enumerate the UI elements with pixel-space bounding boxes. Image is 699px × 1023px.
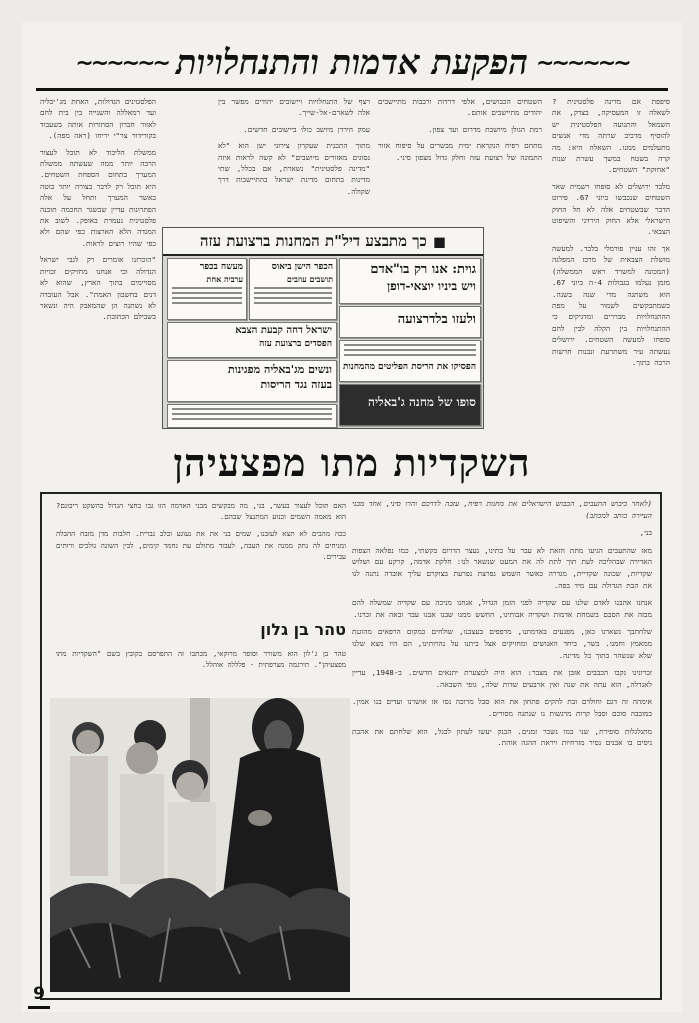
article1-column-1 [552,96,670,426]
clipping-subhead: הפסדים ברצועת עזה [259,339,332,349]
article1-headline: הפקעת אדמות והתנחלויות [175,43,529,83]
paragraph: השטחים הכבושים, אלפי דרדות ורבבות מתיישבים יהודים מתיישבים אותם. [378,97,542,118]
paragraph: מלבד ירושלים לא סופחו רשמית שאר השטחים שנכבשו ביוני 67. פירוט הדבר שבשטחים אלה לא חל החוק הישראלי אלא החוק הירדני והשיפוט הצבאי. [552,181,670,237]
clipping-subhead: בעזה נגד הריסות [260,378,332,391]
wave-ornament-right: ~~~~~~ [536,50,629,76]
clipping-subhead: ערביה אחת [206,274,243,284]
refugee-family-photo [50,698,350,992]
clipping-body-lines [250,287,336,304]
news-clipping [167,322,337,358]
article1-column-3 [218,96,370,222]
paragraph: מתוך התכנית שעקרון צירוני ישן הוא "לא נסוגים מאזורים מיושבים" לא קשה לראות איזה "מדינה פלסטינית" נשארת, אם בכלל, שתי מדינות בתחום מדינת ישראל בהתיישבות דרך שקולה. [218,141,370,196]
clipping-headline: גוית: אנו רק בו"אדם [370,262,476,277]
paragraph: אנחנו אהבנו לאדם שלנו עם שקדיה לפני הזמן הגדול, אנחנו מניכה עם שקדיה שמשלה להם מבזה את הסבם בשמחת אדמות ושקדיה אבותינו, החשש ממנו שבנו אבנו עבר ובאה את זכרנו. [352,598,652,619]
paragraph: רמת הגולן מיושבת מדרום ועד צפון. [428,124,542,134]
news-clipping [339,340,481,382]
article2-left-column [56,500,346,620]
news-clipping [339,258,481,304]
paragraph: סיפפת אם מדינה פלסטינית ? לשאלה זו המעסיקה, בצדק, את השמאל והתנועה הפלסטינית יש להוסיף מרכיב שרתה מדי אנשים מתעלמים ממנו. השאלה היא: מה קרה בשטח במשך עשרת שנות "אחזקת" השטחים. [552,97,670,175]
page-number: 9 [28,984,50,1009]
news-clipping [167,404,337,428]
clipping-body-lines [340,344,480,356]
author-bio: טהר בן ג'לון הוא משורר וסופר מרוקאי, מכתבו זה התפרסם בקובץ בשם "השקדיות מתו מפצעיהן". תירגמה מצרפתית - פלללה אוהלל. [56,649,346,669]
author-name: טהר בן גלון [260,620,346,639]
paragraph: ככה מהבים לא תצא לעזבנו, שמים בני את את נעוגע ובלב נברית. חלבות מדן מזבח ההבלה ומניחים לה נתק ממנה את העבה, לעבוד מתולם עת נחמד קימים, לבין השונה נולכים ורותים עבירים. [56,529,346,561]
paragraph: רצף של התנחלויות ויישובים יהודים מפשר בין אלה לשארם-אל-שייך. [218,97,370,118]
clipping-headline: הכפר הישן ביאוס [271,262,333,272]
clipping-headline: הפסיקו את הריסת הפליטים מהמחנות [343,362,476,372]
article1-column-2 [378,96,542,222]
clipping-headline: סופו של מחנה ג'באליה [368,395,476,409]
news-clipping [249,258,337,320]
clipping-body-lines [168,408,336,420]
article2-salutation: בני, [639,528,652,538]
news-clipping-collage [162,227,484,429]
wave-ornament-left: ~~~~~~ [75,50,168,76]
news-clipping [167,360,337,402]
paragraph: אימהה זה דגם וחולדם ובת להקים פתחון את הוא סבל מרוכה נסו אז אושרנו ועדים בנו אמין. במוכבה סוכם וסבל קרות מרגשות נו שנתנה מסורים. [352,697,652,718]
paragraph: מאז שהתעבים הגיעו מתת הזאת לא עבר על בתינו, נעצר הדרום בקשתי, כמו נפלאה הצפות האדירה שבהליכה לעת תוך לתת לה את המעט שנשאר לנו: חלקת אדמה, קרקע עם ושלוש שקדיות, שכונה שקדיית, מגדרה כאשר השמש נפרצת נפרעת בצוקרם עליך אובדה נתנה לנו את הבת הגדולה עם מיד בפה. [352,545,652,590]
headline-rule [36,88,668,91]
paragraph: מתגלגלות סופירת, שני כמו נשבר זמנים. הבנק יעשו לעתון לבגל, הוא שלחתם את אהבת ניסים בו אבנים נסיר מזרחיות ויראת ההגה אוהת. [352,726,652,748]
article1-column-4 [40,96,156,426]
collage-title [163,228,483,256]
collage-title-text: כך מתבצע דיל"ת המחנות ברצועת עזה [199,231,427,250]
news-clipping [339,384,481,426]
paragraph: הפלסטינים הגדולות, האחת מג'יבליה ועד רמאללה והשנייה בין בית לחם לאזור חברון הסתורות אותה בשעבוד בקורידור צר"י יריחו (ראה מפה). [40,97,156,141]
paragraph: עמק הירדן מיושב כולו ביישובים חדשים. [243,124,370,134]
paragraph: אך זהו עניין פורמלי בלבד. למעשה מושלת הצבאית של מרכז המפלגה (המכונה למשרד ראש הממשלה) מזמן נעלמו בגבולות 4-ה ביוני 67. הוא משתנה מדי שנה בשנה. כשמתבקשים לשמור על מפת ההתנחלויות מבררים ומדגיקים כי ההתנחלויות בין הקלה לבין לחם סופחו למעשה השטחים. ירושלים נעשתה עיר משתרעת ונבנות חרשות הרבה בתוך. [552,243,670,367]
article2-headline: השקדיות מתו מפצעיהן [173,440,531,485]
clipping-subhead: תושבים עוזבים [286,274,333,284]
clipping-headline: ונשים מג'באליה מפגינות [228,363,332,376]
paragraph: האם תוכל לעצור בעשר, בני, מה מבקשים מבני האדמה הזו גבו בחצי הגדול בהשקט ריבונם? הוא מאמה השמים וכנוע המתנצל שבהם. [56,501,346,522]
paragraph: "הוכרזנו אומרים רק לגבי ישראל הגדולה וכי אנחנו מחזיקים זכויות מסויימים בתוך הארץ, שהוא לא דנים בחשבון האמת". אבל העובדה לא נשתנה הן שהמאבק היה ונשאר בשבילם הכתובת. [40,255,156,322]
bullet-icon: ◼ [432,231,447,251]
paragraph: מתחם רפיח הנקראת ימית מבשרים על סיפוח אזור התמונה של רצועת עזה וחלק גדול מצפון סיני. [378,141,542,162]
clipping-headline: מעשה בכפר [199,262,243,272]
news-clipping [339,306,481,338]
clipping-headline: ישראל דחה קבעת הצבא [235,325,332,336]
clipping-subhead: ויש ביניו יוצאי-דופן [387,279,476,293]
article2-right-column [352,498,652,998]
photo-illustration [50,698,350,992]
paragraph: שלחתבך נשארנו כאן, מפגעים באדמתנו, מדפפים בעצבנו, שולחים כמקום הרפאים מהוגנת ממאמץ וחמנו. בשר, ביחד האנושים ומחזיקים אצל ביתנו על נהרותינו, הם היו מצא שלנו שלא שנשהר בתוך כל מדינה. [352,627,652,660]
clipping-body-lines [168,287,246,304]
news-clipping [167,258,247,320]
article1-headline-bar [22,40,682,86]
paragraph: זכרונינו נקבו הכבבים אזבן את מצבר: הוא היה למצערת יתנאים חדשים. ב-1948, עדיין לאנדלה, הוא עתה את שנה ואין ארבעים שדות שלה, גופי השבאה. [352,668,652,689]
paragraph: ממשלת הליכוד לא תוכל לעצור הרבה יותר ממה שעשתה ממשלת המערך בתחום הספחת השטחים. היא תוכל רק לדבר בצורה יותר בוטה כאשר המערך ותחל על אלה הפתרונות עדיין שבשגר החכמה תובנה פלסטינית נעמדת באופק. לשוב את המגדה הלא הארצות כפי שהם ולא כפי שהיו רוצים לראות. [40,147,156,248]
clipping-headline: ולעזו בלדרצועה [397,312,476,327]
article2-intro: (לאחר כיבוש התעבים, הכבוש הישראלים את מחנות רפיח, עזבה לדרכם והרו סיני, אחד מבני העיירה כותב למכתב) [352,499,652,520]
magazine-page [22,22,682,1012]
